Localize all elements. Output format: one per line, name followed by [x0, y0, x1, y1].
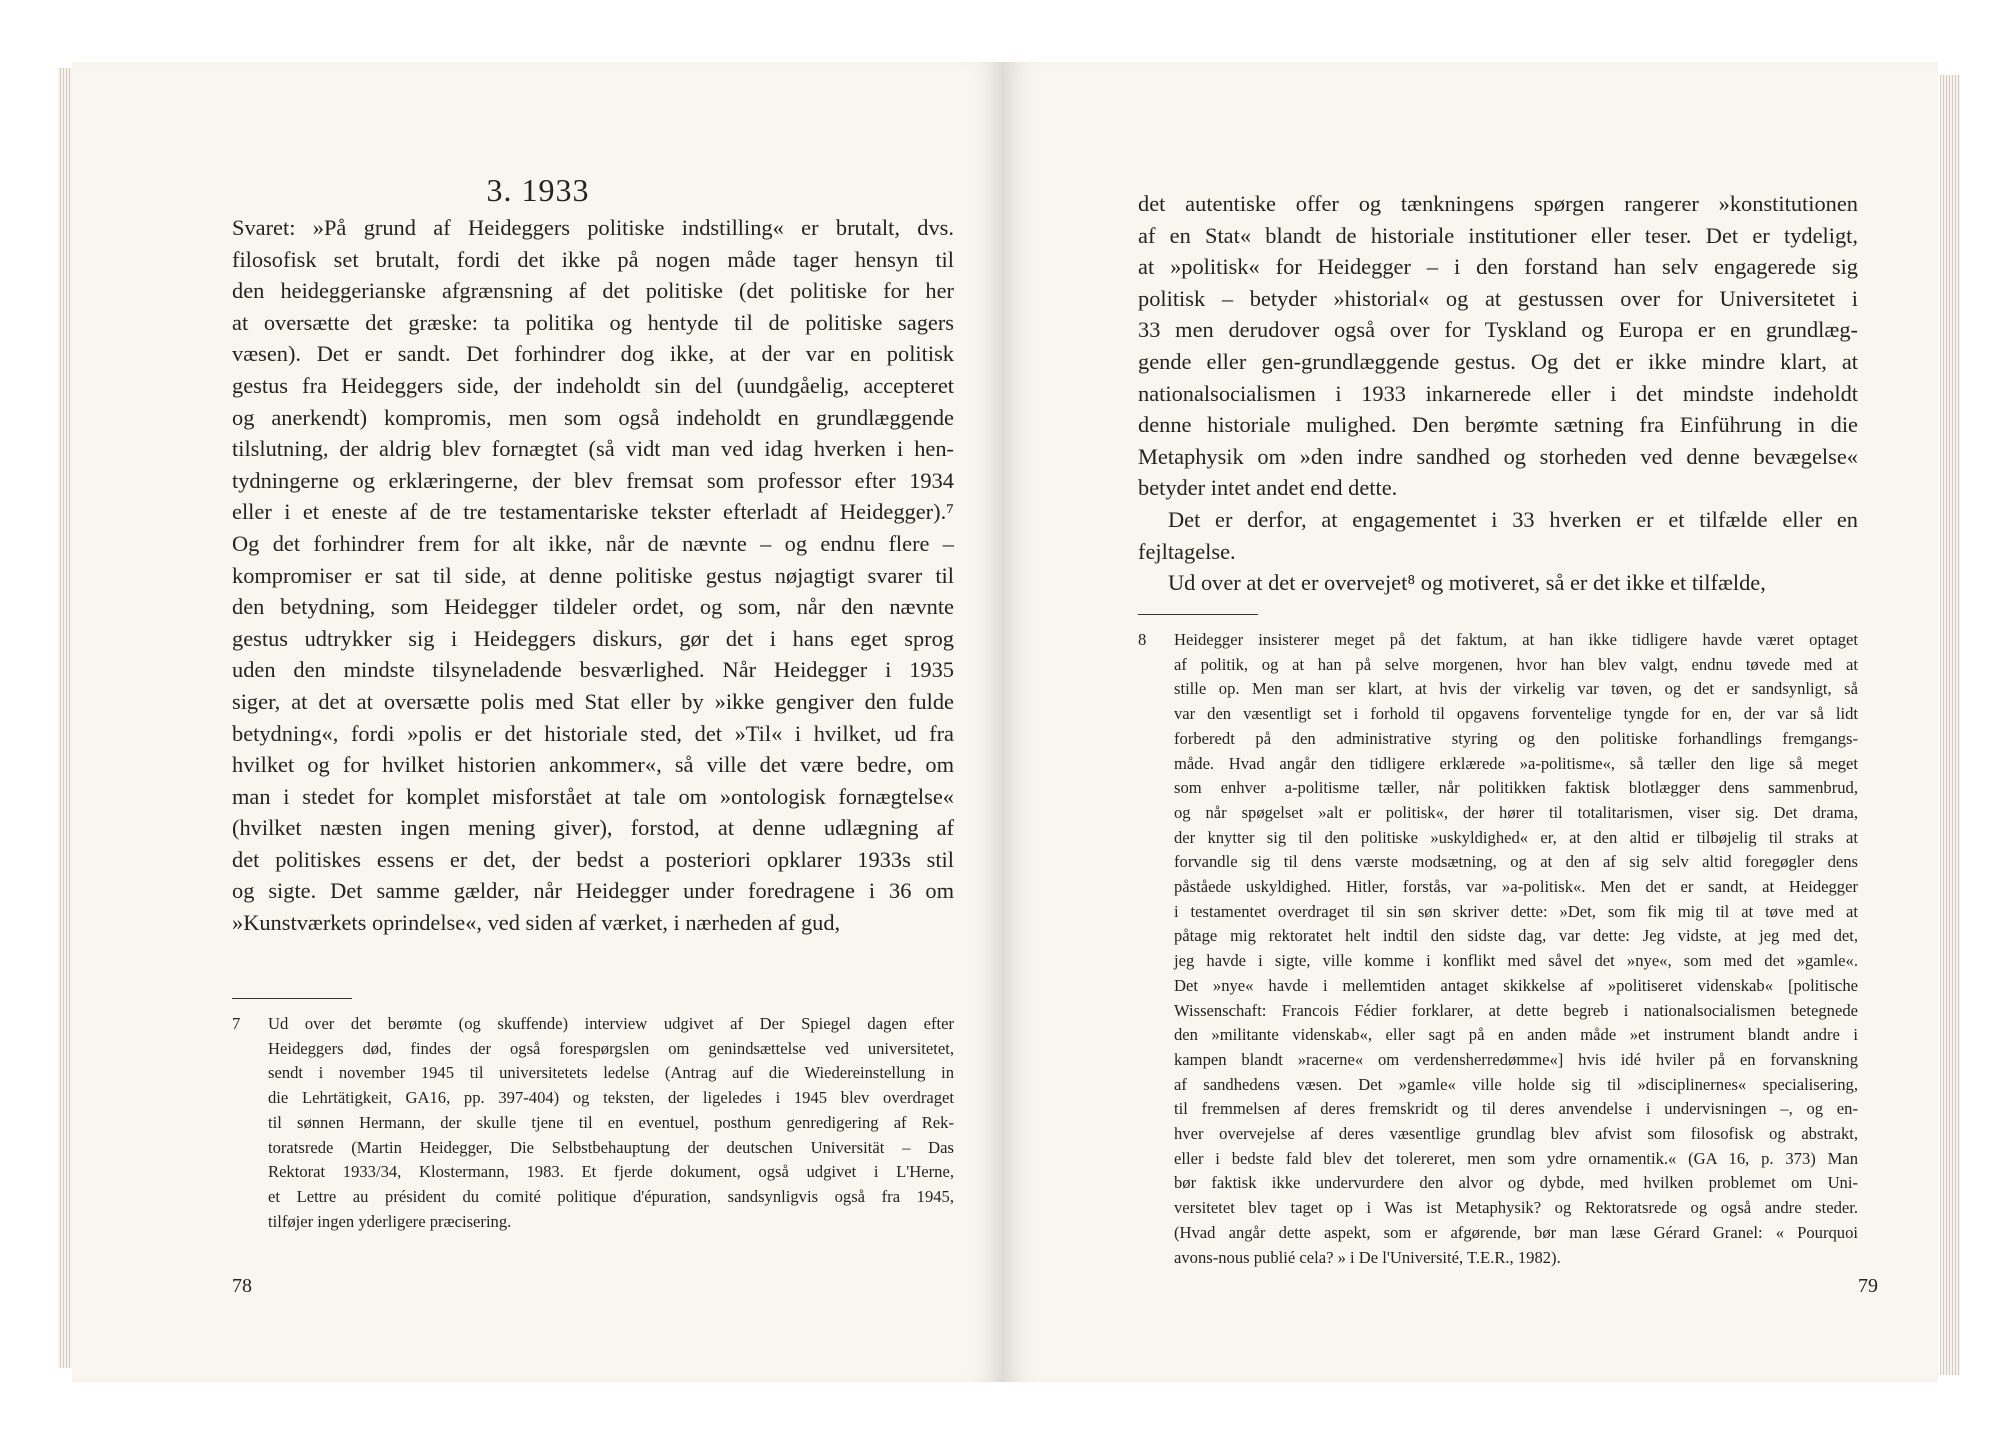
text-line: at oversætte det græske: ta politika og hentyde til de politiske sagers [232, 309, 954, 335]
text-line: bør faktisk ikke undervurdere den alvor og dybde, med hvilken problemet om Uni- [1174, 1173, 1858, 1193]
footnote-text [268, 1012, 954, 1234]
text-line: betyder intet andet end dette. [1138, 475, 1398, 501]
chapter-heading: 3. 1933 [486, 172, 590, 208]
text-line: uden den mindste tilsyneladende besværlighed. Når Heidegger i 1935 [232, 657, 954, 683]
text-line: det politiskes essens er det, der bedst a posteriori opklarer 1933s stil [232, 846, 954, 872]
text-line: til sønnen Hermann, der skulle tjene til en eventuel, posthum genredigering af Rek- [268, 1112, 954, 1132]
text-line: betydning«, fordi »polis er det historiale sted, det »Til« i hvilket, ud fra [232, 720, 954, 746]
left-body-text [232, 212, 954, 939]
text-line: fejltagelse. [1138, 538, 1236, 564]
text-line: og sigte. Det samme gælder, når Heidegger under foredragene i 36 om [232, 878, 954, 904]
text-line: (Hvad angår dette aspekt, som er afgørende, bør man læse Gérard Granel: « Pourquoi [1174, 1222, 1858, 1242]
text-line: (hvilket næsten ingen mening giver), forstod, at denne udlægning af [232, 815, 954, 841]
text-line: die Lehrtätigkeit, GA16, pp. 397-404) og teksten, der ligeledes i 1945 blev overdraget [268, 1088, 954, 1108]
text-line: af sandhedens væsen. Det »gamle« ville holde sig til »disciplinernes« specialisering, [1174, 1074, 1858, 1094]
page-number: 79 [1858, 1275, 1878, 1297]
text-line: som enhver a-politisme tæller, når politikken faktisk blotlægger dens sammenbrud, [1174, 778, 1858, 798]
text-line: Det »nye« havde i mellemtiden antaget skikkelse af »politiseret videnskab« [politische [1174, 975, 1858, 995]
text-line: Rektorat 1933/34, Klostermann, 1983. Et fjerde dokument, også udgivet i L'Herne, [268, 1162, 954, 1182]
page-number: 78 [232, 1275, 252, 1297]
text-line: væsen). Det er sandt. Det forhindrer dog ikke, at der var en politisk [232, 341, 954, 367]
right-page [1004, 62, 1938, 1382]
text-line: gestus udtrykker sig i Heideggers diskurs, gør det i hans eget sprog [232, 625, 954, 651]
text-line: man i stedet for komplet misforstået at tale om »ontologisk fornægtelse« [232, 783, 954, 809]
text-line: politisk – betyder »historial« og at gestussen over for Universitetet i [1138, 285, 1858, 311]
text-line: af en Stat« blandt de historiale institutioner eller teser. Det er tydeligt, [1138, 222, 1858, 248]
text-line: Svaret: »På grund af Heideggers politiske indstilling« er brutalt, dvs. [232, 215, 954, 240]
footnote-rule [232, 998, 352, 999]
footnote-rule [1138, 614, 1258, 615]
text-line: eller i bedste fald blev det tolereret, men som ydre ornamentik.« (GA 16, p. 373) Man [1174, 1148, 1858, 1168]
text-line: den »militante videnskab«, eller sagt på en anden måde »et instrument blandt andre i [1174, 1025, 1858, 1045]
text-line: filosofisk set brutalt, fordi det ikke på nogen måde tager hensyn til [232, 246, 954, 272]
text-line: Heidegger insisterer meget på det faktum, at han ikke tidligere havde været optaget [1174, 630, 1858, 649]
text-line: hver overvejelse af deres væsentlige grundlag blev afvist som filosofisk og abstrakt, [1174, 1124, 1858, 1144]
text-line: og når spøgelset »alt er politisk«, der hører til totalitarismen, viser sig. Det drama, [1174, 802, 1858, 822]
right-body-text [1138, 188, 1858, 599]
text-line: jeg havde i sigte, ville komme i konflikt med såvel det »nye«, som med det »gamle«. [1174, 951, 1858, 971]
text-line: af politik, og at han på selve morgenen, hvor han blev valgt, endnu tøvede med at [1174, 654, 1858, 674]
text-line: i testamentet overdraget til sin søn skriver dette: »Det, som fik mig til at tøve med at [1174, 901, 1858, 921]
left-page [72, 62, 1004, 1382]
text-line: tydningerne og erklæringerne, der blev fremsat som professor efter 1934 [232, 467, 954, 493]
text-line: toratsrede (Martin Heidegger, Die Selbstbehauptung der deutschen Universität – Das [268, 1137, 954, 1157]
text-line: stille op. Men man ser klart, at hvis der virkelig var tøven, og det er sandsynligt, så [1174, 679, 1858, 699]
right-page-stack-edge [1940, 75, 1960, 1375]
text-line: Ud over det berømte (og skuffende) interview udgivet af Der Spiegel dagen efter [268, 1014, 954, 1033]
text-line: den betydning, som Heidegger tildeler ordet, og som, når den nævnte [232, 594, 954, 620]
text-line: forvandle sig til dens værste modsætning, og at den af sig selv altid foregøgler dens [1174, 852, 1858, 872]
text-line: Wissenschaft: Francois Fédier forklarer, at dette begreb i nationalsocialismen betegnede [1174, 1000, 1858, 1020]
text-line: gende eller gen-grundlæggende gestus. Og det er ikke mindre klart, at [1138, 348, 1858, 374]
footnote-number: 7 [232, 1014, 241, 1033]
text-line: Ud over at det er overvejet⁸ og motiveret, så er det ikke et tilfælde, [1168, 570, 1766, 596]
text-line: Det er derfor, at engagementet i 33 hverken er et tilfælde eller en [1168, 506, 1858, 532]
text-line: nationalsocialismen i 1933 inkarnerede eller i det mindste indeholdt [1138, 380, 1858, 406]
text-line: forberedt på den administrative styring og den politiske forhandlings fremgangs- [1174, 728, 1858, 748]
text-line: at »politisk« for Heidegger – i den forstand han selv engagerede sig [1138, 254, 1858, 280]
text-line: eller i et eneste af de tre testamentariske tekster efterladt af Heidegger).⁷ [232, 499, 954, 525]
text-line: versitetet blev taget op i Was ist Metaphysik? og Rektoratsrede og også andre steder. [1174, 1198, 1858, 1218]
text-line: kompromiser er sat til side, at denne politiske gestus nøjagtigt svarer til [232, 562, 954, 588]
text-line: hvilket og for hvilket historien ankommer«, så ville det være bedre, om [232, 752, 954, 778]
text-line: Heideggers død, findes der også forespørgslen om genindsættelse ved universitetet, [268, 1038, 954, 1058]
text-line: den heideggerianske afgrænsning af det politiske (det politiske for her [232, 278, 954, 304]
text-line: påståede uskyldighed. Hitler, forstås, var »a-politisk«. Men det er sandt, at Heidegger [1174, 877, 1858, 897]
text-line: der knytter sig til den politiske »uskyldighed« er, at den altid er tilbøjelig til straks at [1174, 827, 1858, 847]
text-line: og anerkendt) kompromis, men som også indeholdt en grundlæggende [232, 404, 954, 430]
text-line: et Lettre au président du comité politique d'épuration, sandsynligvis også fra 1945, [268, 1186, 954, 1206]
text-line: sendt i november 1945 til universitetets ledelse (Antrag auf die Wiedereinstellung in [268, 1063, 954, 1083]
text-line: påtage mig rektoratet helt indtil den sidste dag, var dette: Jeg vidste, at jeg med det, [1174, 926, 1858, 946]
footnote-7 [232, 1012, 954, 1234]
text-line: Og det forhindrer frem for alt ikke, når de nævnte – og endnu flere – [232, 530, 954, 556]
text-line: »Kunstværkets oprindelse«, ved siden af værket, i nærheden af gud, [232, 910, 841, 936]
text-line: 33 men derudover også over for Tyskland og Europa er en grundlæg- [1138, 317, 1858, 343]
footnote-text [1174, 628, 1858, 1270]
text-line: siger, at det at oversætte polis med Stat eller by »ikke gengiver den fulde [232, 688, 954, 714]
text-line: til fremmelsen af deres fremskridt og til deres anvendelse i undervisningen –, og en- [1174, 1099, 1858, 1119]
footnote-number: 8 [1138, 630, 1147, 649]
text-line: måde. Hvad angår den tidligere erklærede »a-politisme«, så tæller den lige så meget [1174, 753, 1858, 773]
text-line: var den væsentligt set i forhold til opgavens forventelige tyngde for en, der var så lidt [1174, 704, 1858, 724]
text-line: denne historiale mulighed. Den berømte sætning fra Einführung in die [1138, 412, 1858, 438]
text-line: tilslutning, der aldrig blev fornægtet (så vidt man ved idag hverken i hen- [232, 436, 954, 462]
text-line: Metaphysik om »den indre sandhed og storheden ved denne bevægelse« [1138, 443, 1858, 469]
text-line: avons-nous publié cela? » i De l'Université, T.E.R., 1982). [1174, 1247, 1561, 1267]
text-line: tilføjer ingen yderligere præcisering. [268, 1211, 512, 1231]
text-line: gestus fra Heideggers side, der indeholdt sin del (uundgåelig, accepteret [232, 372, 954, 398]
text-line: det autentiske offer og tænkningens spørgen rangerer »konstitutionen [1138, 191, 1858, 216]
footnote-8 [1138, 628, 1858, 1270]
text-line: kampen blandt »racerne« om verdensherredømme«] hvis idé hviler på en forvanskning [1174, 1049, 1858, 1069]
